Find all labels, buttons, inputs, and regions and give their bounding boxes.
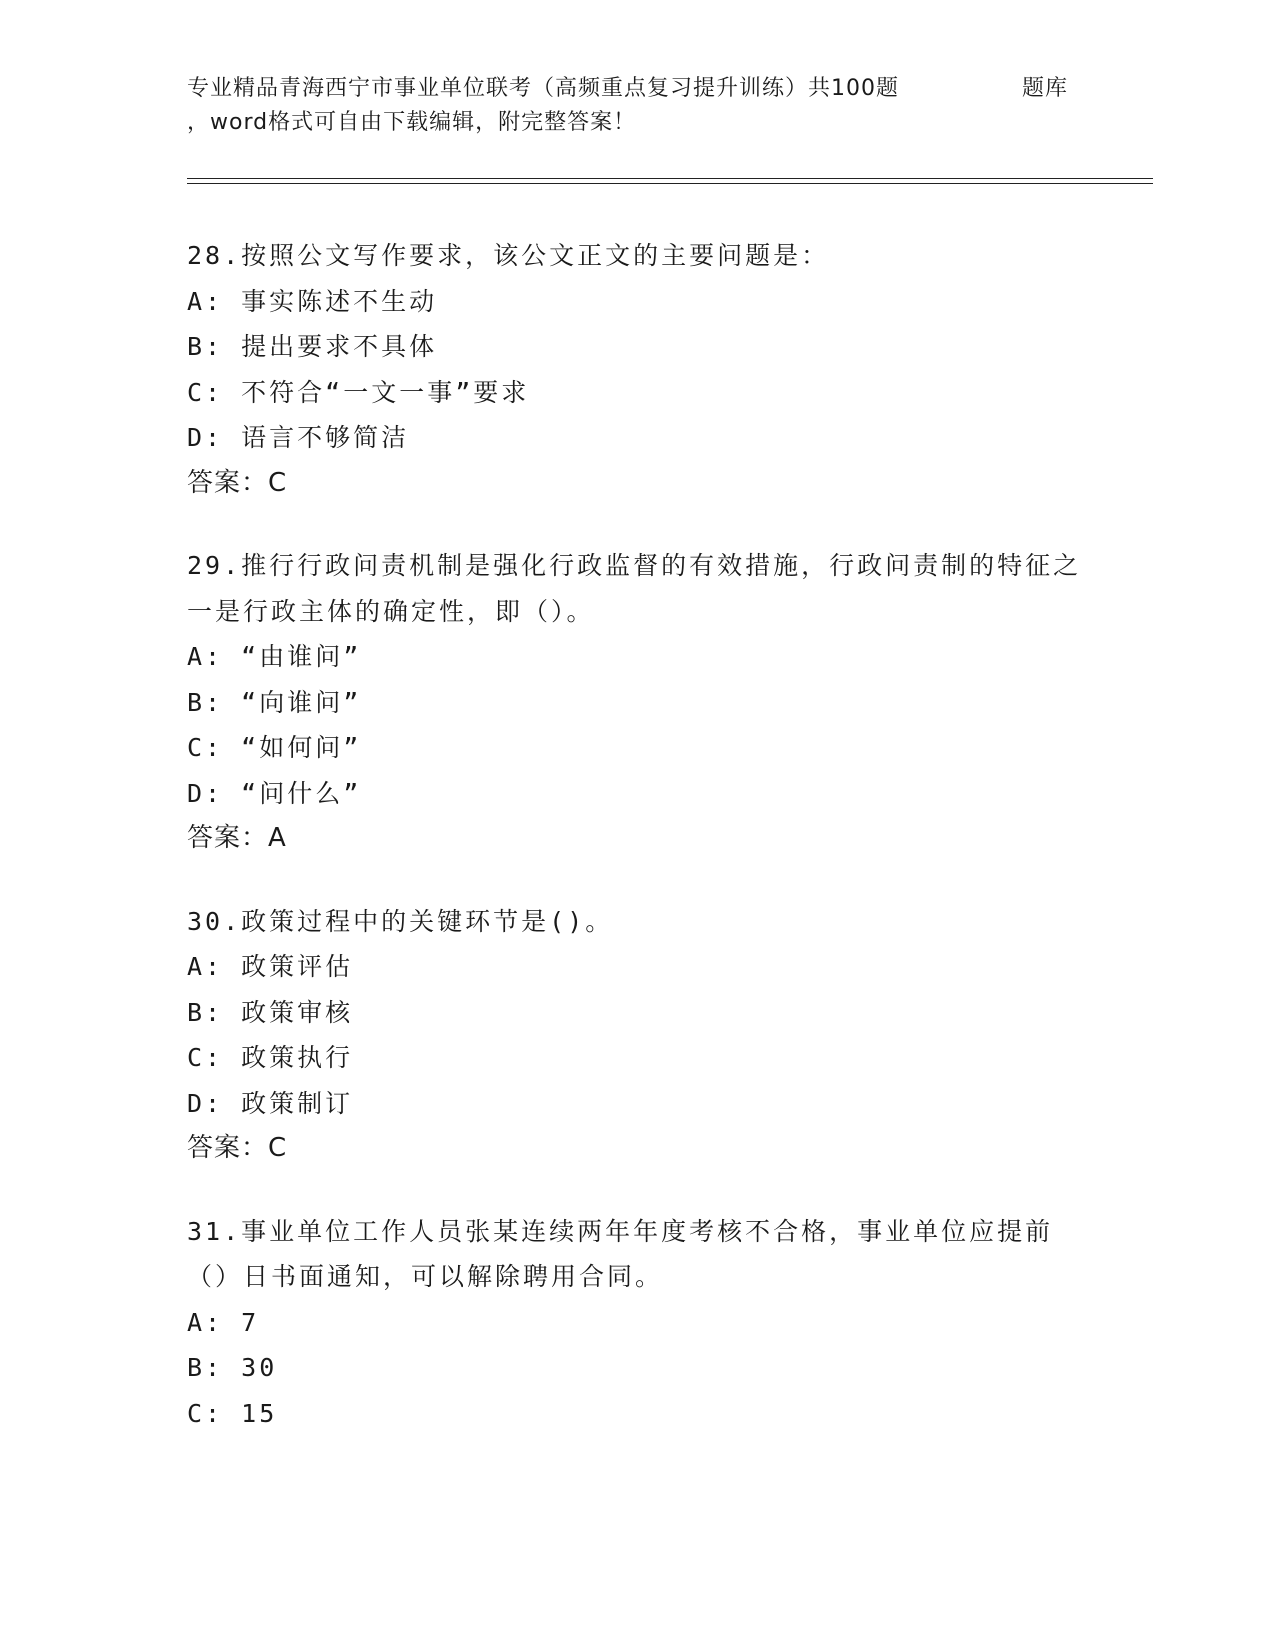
option-b	[187, 990, 1087, 1036]
option-letter: C:	[187, 1398, 224, 1428]
option-text: 政策执行	[241, 1043, 354, 1072]
header-title-line	[187, 72, 1087, 106]
option-letter: D:	[187, 778, 224, 808]
option-c	[187, 370, 1087, 416]
option-letter: B:	[187, 687, 224, 717]
header-divider-top	[187, 178, 1153, 179]
option-b	[187, 324, 1087, 370]
option-text: 语言不够简洁	[241, 423, 410, 452]
option-text: 政策审核	[241, 997, 354, 1027]
option-text: “由谁问”	[241, 642, 362, 671]
question-28	[187, 233, 1087, 506]
option-letter: C:	[187, 377, 224, 407]
option-text: 事实陈述不生动	[241, 286, 438, 316]
option-letter: A:	[187, 642, 224, 671]
option-letter: C:	[187, 1043, 224, 1072]
option-letter: A:	[187, 1307, 224, 1337]
option-a	[187, 279, 1087, 325]
option-text: 政策制订	[241, 1088, 354, 1118]
option-text: 政策评估	[241, 952, 354, 981]
option-c	[187, 725, 1087, 771]
option-text: 30	[241, 1353, 278, 1382]
option-a	[187, 944, 1087, 990]
question-stem: 28.按照公文写作要求，该公文正文的主要问题是：	[187, 241, 830, 270]
option-letter: D:	[187, 1088, 224, 1118]
option-letter: B:	[187, 332, 224, 361]
option-text: “问什么”	[241, 778, 362, 808]
option-text: “向谁问”	[241, 687, 362, 717]
option-letter: A:	[187, 952, 224, 981]
option-d	[187, 415, 1087, 461]
option-text: 提出要求不具体	[241, 332, 438, 361]
option-a	[187, 1300, 1087, 1346]
header-tag: 题库	[1022, 76, 1069, 101]
option-letter: B:	[187, 1353, 224, 1382]
question-stem: 31.事业单位工作人员张某连续两年年度考核不合格，事业单位应提前（）日书面通知，可以解除聘用合同。	[187, 1216, 1054, 1291]
option-letter: C:	[187, 733, 224, 762]
option-a	[187, 634, 1087, 680]
question-29	[187, 543, 1087, 862]
option-d	[187, 771, 1087, 817]
option-text: 7	[241, 1307, 260, 1337]
question-list	[187, 233, 1087, 1473]
option-text: 15	[241, 1398, 278, 1428]
header-title: 专业精品青海西宁市事业单位联考（高频重点复习提升训练）共100题	[187, 76, 899, 101]
option-letter: D:	[187, 423, 224, 452]
option-text: “如何问”	[241, 733, 362, 762]
option-letter: A:	[187, 286, 224, 316]
header-subtitle: ，word格式可自由下载编辑，附完整答案！	[187, 110, 637, 135]
answer-line: 答案：C	[187, 1133, 288, 1163]
option-c	[187, 1035, 1087, 1081]
option-letter: B:	[187, 997, 224, 1027]
question-stem: 29.推行行政问责机制是强化行政监督的有效措施，行政问责制的特征之一是行政主体的确定性，即（）。	[187, 551, 1082, 626]
option-text: 不符合“一文一事”要求	[241, 377, 530, 407]
header-divider-bottom	[187, 183, 1153, 184]
option-b	[187, 680, 1087, 726]
answer-line: 答案：A	[187, 823, 287, 853]
document-header	[187, 72, 1087, 140]
question-31	[187, 1209, 1087, 1437]
question-stem: 30.政策过程中的关键环节是()。	[187, 906, 614, 936]
option-d	[187, 1081, 1087, 1127]
option-c	[187, 1391, 1087, 1437]
answer-line: 答案：C	[187, 467, 288, 498]
option-b	[187, 1345, 1087, 1391]
question-30	[187, 899, 1087, 1172]
